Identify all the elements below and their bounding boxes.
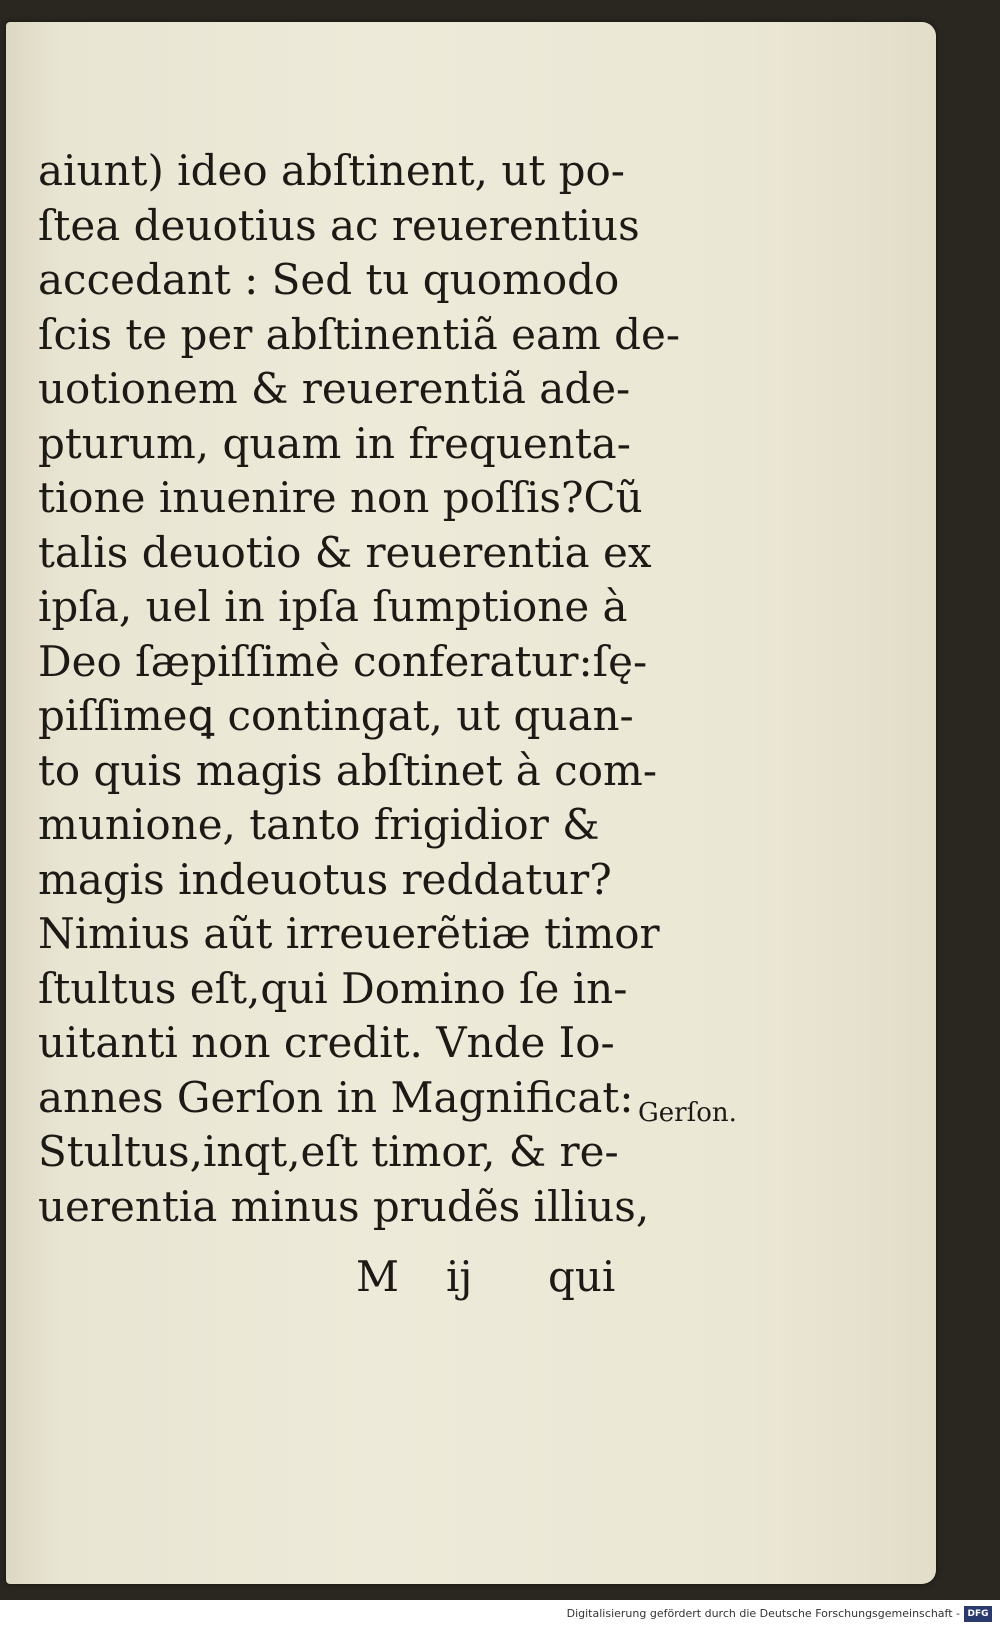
text-line-6: pturum, quam in frequenta- (38, 418, 631, 468)
funding-notice: Digitalisierung gefördert durch die Deutsche Forschungsgemeinschaft - (566, 1607, 960, 1620)
text-line-17: uitanti non credit. Vnde Io- (38, 1018, 615, 1067)
catchword: qui (548, 1252, 616, 1301)
text-line-1: aiunt) ideo abſtinent, ut po- (38, 146, 625, 195)
text-line-10: Deo ſæpiſſimè conferatur:ſę- (38, 636, 648, 686)
text-line-2: ſtea deuotius ac reuerentius (38, 200, 640, 250)
text-line-13: munione, tanto frigidior & (38, 800, 600, 849)
book-page (6, 22, 936, 1584)
digitization-footer (0, 1600, 1000, 1630)
text-line-7: tione inuenire non poſſis?Cũ (38, 473, 643, 522)
text-line-4: ſcis te per abſtinentiã eam de- (38, 309, 681, 359)
text-line-18: annes Gerſon in Magnificat: (38, 1072, 634, 1122)
dfg-logo: DFG (964, 1606, 992, 1622)
text-line-14: magis indeuotus reddatur? (38, 854, 612, 904)
margin-note: Gerſon. (638, 1098, 737, 1128)
signature-mark: M (356, 1252, 400, 1301)
signature-number: ij (446, 1252, 473, 1301)
text-line-16: ſtultus eſt,qui Domino ſe in- (38, 963, 628, 1013)
text-line-5: uotionem & reuerentiã ade- (38, 364, 631, 413)
text-line-9: ipſa, uel in ipſa ſumptione à (38, 582, 628, 631)
text-line-11: piſſimeꝗ contingat, ut quan- (38, 691, 634, 740)
text-line-3: accedant : Sed tu quomodo (38, 255, 620, 304)
text-line-8: talis deuotio & reuerentia ex (38, 527, 652, 577)
text-line-19: Stultus,inqt,eſt timor, & re- (38, 1127, 619, 1176)
text-line-20: uerentia minus prudẽs illius, (38, 1181, 650, 1231)
body-text (38, 144, 681, 1234)
text-line-12: to quis magis abſtinet à com- (38, 745, 658, 795)
text-line-15: Nimius aũt irreuerẽtiæ timor (38, 909, 660, 958)
